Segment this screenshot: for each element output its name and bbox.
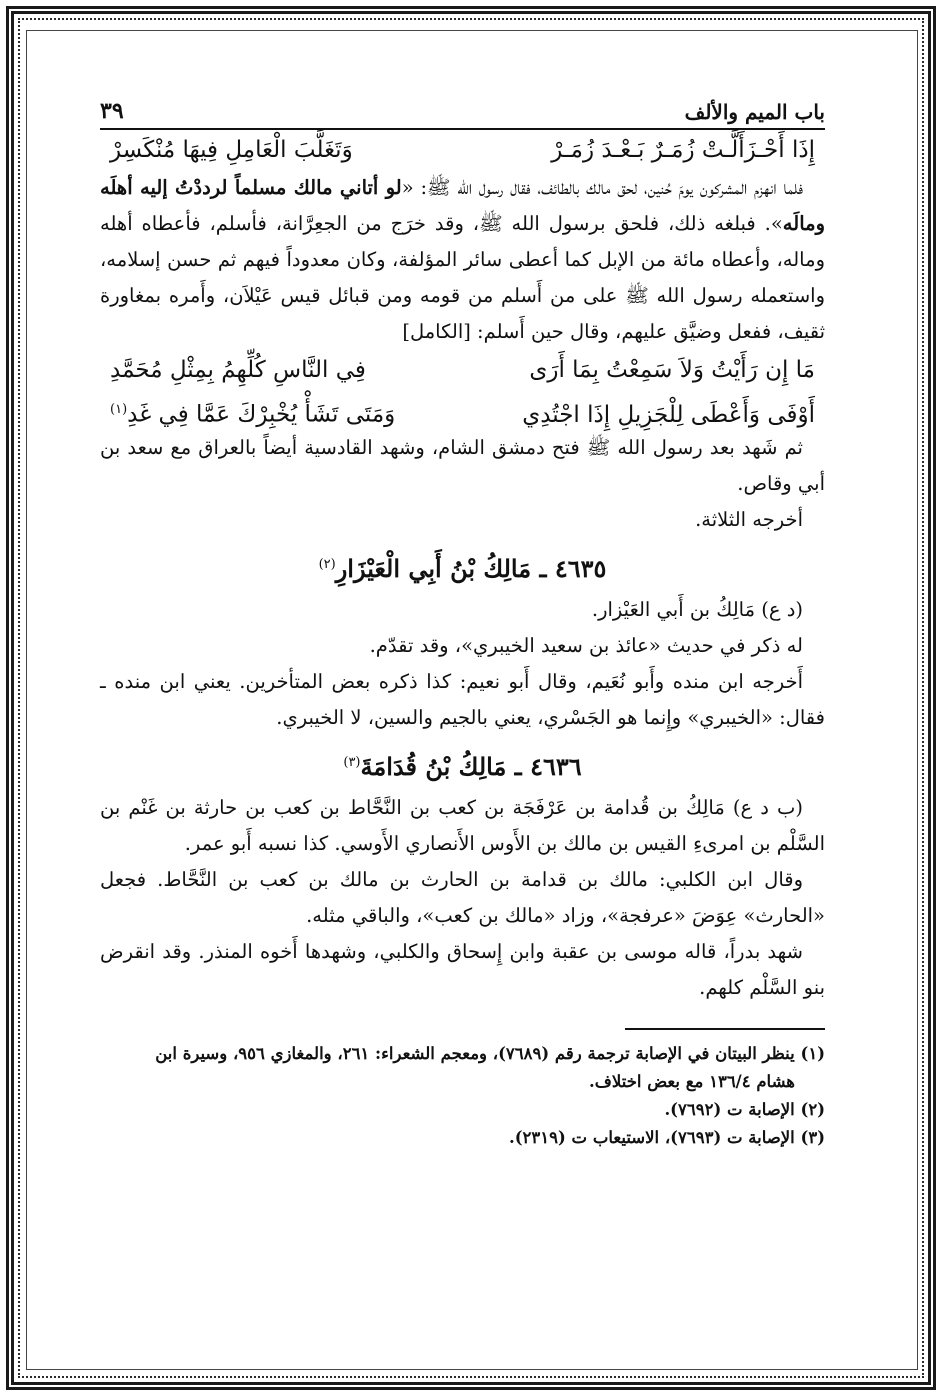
book-page xyxy=(100,88,825,1152)
footnote: (٣) الإصابة ت (٧٦٩٣)، الاستيعاب ت (٢٣١٩). xyxy=(508,1128,825,1147)
footnote xyxy=(100,1040,825,1068)
footnote-marker: (٣) xyxy=(343,755,361,770)
first-hemistich: مَا إِن رَأَيْتُ وَلاَ سَمِعْتُ بِمَا أَرَى xyxy=(529,357,815,383)
footnotes xyxy=(100,1040,825,1152)
second-hemistich xyxy=(110,390,395,435)
paragraph: (د ع) مَالِكُ بن أَبي العَيْزار. xyxy=(591,598,803,621)
first-hemistich: أَوْفَى وَأَعْطَى لِلْجَزِيلِ إِذَا اجْتُدِي xyxy=(522,401,815,428)
verse-line xyxy=(100,130,825,170)
paragraph: شهد بدراً، قاله موسى بن عقبة وابن إِسحاق والكلبي، وشهدها أَخوه المنذر. وقد انقرض بنو السَّلْم كلهم. xyxy=(100,940,825,999)
footnote-text: هشام ١٣٦/٤ مع بعض اختلاف. xyxy=(589,1072,795,1091)
page-header xyxy=(100,88,825,130)
second-hemistich: فِي النَّاسِ كُلِّهِمُ بِمِثْلِ مُحَمَّدِ xyxy=(110,357,366,383)
footnote xyxy=(100,1068,825,1096)
entry-heading xyxy=(100,538,825,592)
entry-heading xyxy=(100,736,825,790)
paragraph: أَخرجه ابن منده وأَبو نُعَيم، وقال أَبو نعيم: كذا ذكره بعض المتأخرين. يعني ابن منده ـ فقال: «الخيبري» وإِنما هو الجَسْري، يعني بالجيم والسين، لا الخيبري. xyxy=(100,670,825,729)
paragraph: وقال ابن الكلبي: مالك بن قدامة بن الحارث بن مالك بن كعب بن النَّحَّاط. فجعل «الحارث» عِوَضَ «عرفجة»، وزاد «مالك بن كعب»، والباقي مثله. xyxy=(100,868,825,927)
verse-line xyxy=(100,390,825,430)
paragraph: أخرجه الثلاثة. xyxy=(695,508,803,531)
footnote: (٢) الإصابة ت (٧٦٩٢). xyxy=(664,1100,825,1119)
entry-title: ٤٦٣٦ ـ مَالِكُ بْنُ قُدَامَةَ xyxy=(360,752,582,781)
second-hemistich: وَتَغَلَّبَ الْعَامِلِ فِيهَا مُنْكَسِرْ xyxy=(110,137,353,163)
paragraph-text: ». فبلغه ذلك، فلحق برسول الله ﷺ، وقد خرَج من الجعِرَّانة، فأسلم، فأعطاه أهله وماله، وأعطاه مائة من الإبل كما أعطى سائر المؤلفة، وكان معدوداً فيهم ثم حسن إسلامه، واستعمله رسول الله ﷺ على من أَسلم من قومه ومن قبائل قيس عَيْلاَن، وأَمره بمغاورة ثقيف، ففعل وضيَّق عليهم، وقال حين أَسلم: [الكامل] xyxy=(100,212,825,343)
paragraph: له ذكر في حديث «عائذ بن سعيد الخيبري»، وقد تقدّم. xyxy=(369,634,803,657)
paragraph: (ب د ع) مَالِكُ بن قُدامة بن عَرْفَجَة بن كعب بن النَّحَّاط بن كعب بن حارثة بن غَنْم بن السَّلْم بن امرىءِ القيس بن مالك بن الأَوس الأَنصاري الأَوسي. كذا نسبه أَبو عمر. xyxy=(100,796,825,855)
verse-line xyxy=(100,350,825,390)
hemistich-text: وَمَتَى تَشَأْ يُخْبِرْكَ عَمَّا فِي غَدِ xyxy=(127,401,396,428)
footnotes-divider xyxy=(625,1028,825,1030)
first-hemistich: إِذَا أَحْـزَأَلَّـتْ زُمَـرٌ بَـعْـدَ زُمَـرْ xyxy=(551,137,815,163)
page-number: ٣٩ xyxy=(100,98,124,124)
footnote-marker: (٢) xyxy=(318,557,336,572)
running-title: باب الميم والألف xyxy=(684,100,825,124)
entry-title: ٤٦٣٥ ـ مَالِكُ بْنُ أَبِي الْعَيْزَارِ xyxy=(335,554,607,583)
hadith-quote: لو أتاني مالك مسلماً لرددْتُ إليه أهلَه ومالَه xyxy=(100,176,825,235)
footnote-marker: (١) xyxy=(110,402,128,417)
footnote-text: (١) ينظر البيتان في الإصابة ترجمة رقم (٧٦٨٩)، ومعجم الشعراء: ٢٦١، والمغازي ٩٥٦، وسيرة ابن xyxy=(155,1044,825,1063)
paragraph: ثم شَهد بعد رسول الله ﷺ فتح دمشق الشام، وشهد القادسية أيضاً بالعراق مع سعد بن أبي وقاص. xyxy=(100,436,825,495)
paragraph-text: فلما انهزم المشركون يومَ حُنين، لحق مالك بالطائف، فقال رسول الله ﷺ: « xyxy=(401,176,803,199)
paragraph xyxy=(100,170,825,350)
